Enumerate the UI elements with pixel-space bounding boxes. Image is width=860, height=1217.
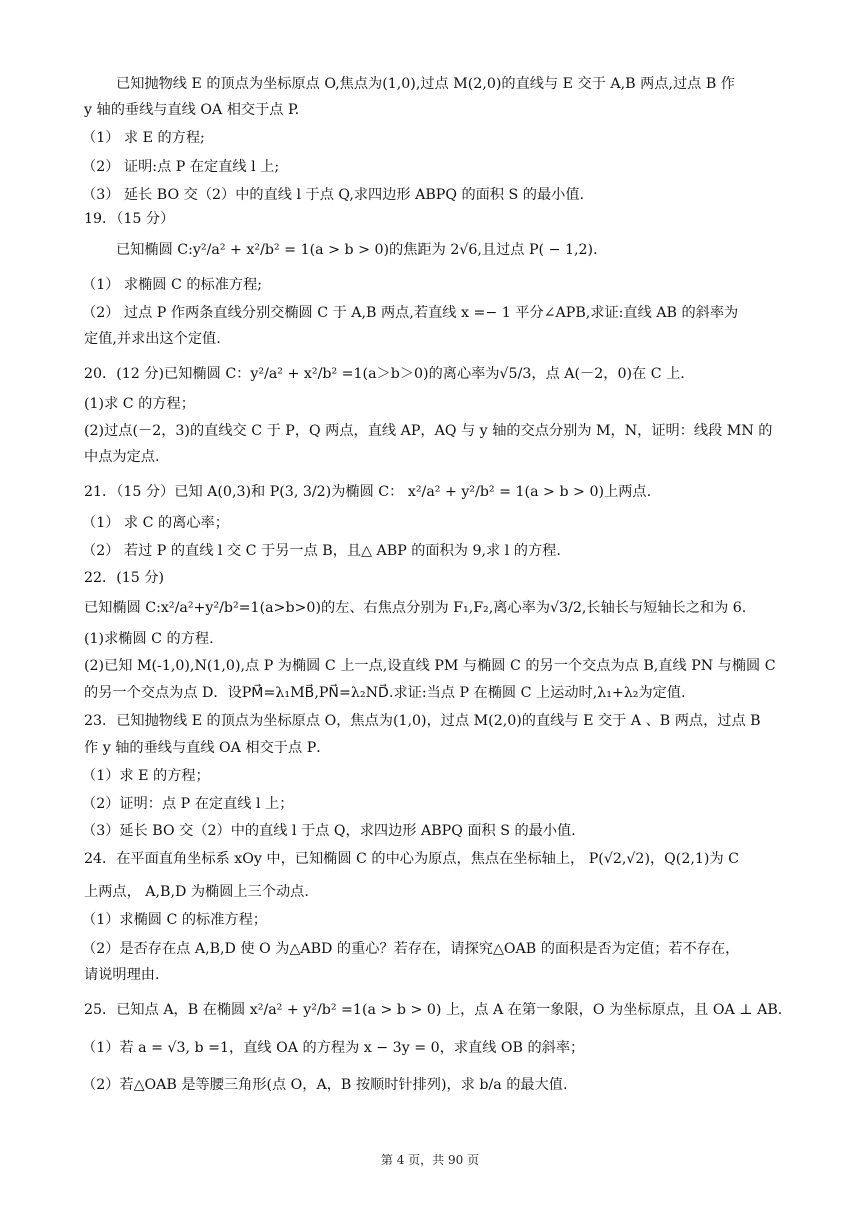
text-line: （1） 求椭圆 C 的标准方程;	[82, 277, 263, 293]
text-line: （2）证明：点 P 在定直线 l 上；	[82, 796, 294, 812]
text-line: 作 y 轴的垂线与直线 OA 相交于点 P．	[84, 740, 331, 756]
text-line: （2） 过点 P 作两条直线分别交椭圆 C 于 A,B 两点,若直线 x =− 1 平分∠APB,求证:直线 AB 的斜率为	[82, 305, 739, 321]
text-line: （1）求椭圆 C 的标准方程；	[82, 912, 267, 928]
text-line: （2）是否存在点 A,B,D 使 O 为△ABD 的重心？若存在，请探究△OAB 的面积是否为定值；若不存在，	[82, 941, 740, 957]
text-line: （2） 证明:点 P 在定直线 l 上;	[82, 159, 280, 175]
text-line: 已知椭圆 C:x²/a²+y²/b²=1(a>b>0)的左、右焦点分别为 F₁,F₂,离心率为√3/2,长轴长与短轴长之和为 6.	[84, 600, 747, 616]
page-footer: 第 4 页，共 90 页	[380, 1153, 480, 1167]
text-line: 上两点， A,B,D 为椭圆上三个动点.	[84, 884, 309, 900]
text-line: （1） 求 E 的方程;	[82, 130, 205, 146]
text-line: 的另一个交点为点 D．设PM⃗=λ₁MB⃗,PN⃗=λ₂ND⃗.求证:当点 P 在椭圆 C 上运动时,λ₁+λ₂为定值.	[84, 685, 686, 701]
text-line: 21．（15 分）已知 A(0,3)和 P(3, 3/2)为椭圆 C： x²/a² + y²/b² = 1(a > b > 0)上两点.	[84, 484, 652, 500]
text-line: (1)求 C 的方程；	[84, 396, 195, 412]
text-line: （2）若△OAB 是等腰三角形(点 O，A，B 按顺时针排列)，求 b/a 的最大值.	[82, 1077, 568, 1093]
text-line: （1）求 E 的方程；	[82, 768, 210, 784]
text-line: 已知抛物线 E 的顶点为坐标原点 O,焦点为(1,0),过点 M(2,0)的直线与 E 交于 A,B 两点,过点 B 作	[116, 76, 735, 92]
text-line: 已知椭圆 C:y²/a² + x²/b² = 1(a > b > 0)的焦距为 2√6,且过点 P( − 1,2).	[116, 242, 598, 258]
text-line: 中点为定点.	[84, 449, 160, 465]
text-line: (2)已知 M(-1,0),N(1,0),点 P 为椭圆 C 上一点,设直线 PM 与椭圆 C 的另一个交点为点 B,直线 PN 与椭圆 C	[84, 658, 776, 674]
text-line: 23．已知抛物线 E 的顶点为坐标原点 O，焦点为(1,0)，过点 M(2,0)的直线与 E 交于 A 、B 两点，过点 B	[84, 713, 761, 729]
question-number: 19．（15 分）	[84, 211, 175, 227]
text-line: (1)求椭圆 C 的方程.	[84, 631, 214, 647]
text-line: (2)过点(－2，3)的直线交 C 于 P，Q 两点，直线 AP，AQ 与 y 轴的交点分别为 M，N，证明：线段 MN 的	[84, 423, 773, 439]
text-line: 24．在平面直角坐标系 xOy 中，已知椭圆 C 的中心为原点，焦点在坐标轴上， P(√2,√2)，Q(2,1)为 C	[84, 851, 739, 867]
text-line: （3）延长 BO 交（2）中的直线 l 于点 Q，求四边形 ABPQ 面积 S 的最小值.	[82, 823, 576, 839]
text-line: 定值,并求出这个定值.	[84, 331, 221, 347]
text-line: （1）若 a = √3, b =1，直线 OA 的方程为 x − 3y = 0，求直线 OB 的斜率；	[82, 1040, 585, 1056]
text-line: （2） 若过 P 的直线 l 交 C 于另一点 B，且△ ABP 的面积为 9,求 l 的方程.	[82, 543, 561, 559]
text-line: 请说明理由.	[84, 967, 160, 983]
text-line: 25．已知点 A，B 在椭圆 x²/a² + y²/b² =1(a > b > 0) 上，点 A 在第一象限，O 为坐标原点，且 OA ⊥ AB．	[84, 1002, 792, 1018]
text-line: y 轴的垂线与直线 OA 相交于点 P.	[84, 102, 300, 118]
text-line: 20．(12 分)已知椭圆 C：y²/a² + x²/b² =1(a＞b＞0)的离心率为√5/3，点 A(－2，0)在 C 上.	[84, 366, 685, 382]
text-line: （3） 延长 BO 交（2）中的直线 l 于点 Q,求四边形 ABPQ 的面积 S 的最小值.	[82, 187, 585, 203]
text-line: （1） 求 C 的离心率；	[82, 515, 229, 531]
question-number: 22．(15 分)	[84, 570, 165, 586]
